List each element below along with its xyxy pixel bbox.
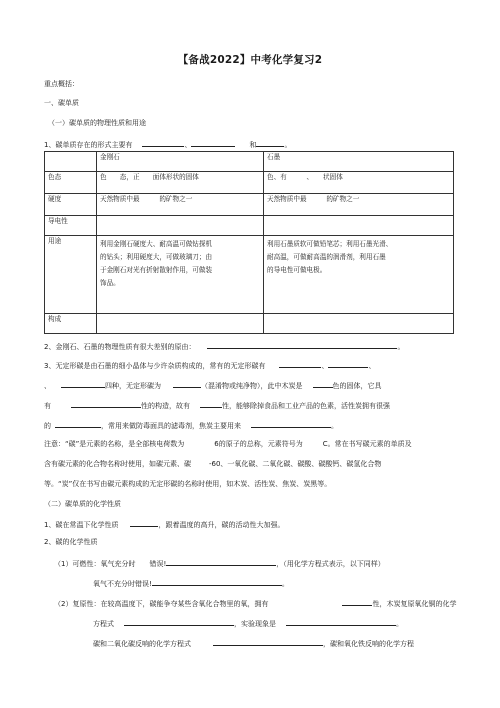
text: （2）复原性：在较高温度下，碳能争夺某些含氧化合物里的氧，拥有 xyxy=(54,600,269,608)
table-label-cell: 色态 xyxy=(45,172,97,194)
blank xyxy=(328,360,368,368)
period: 。 xyxy=(396,620,403,628)
blank xyxy=(152,578,282,586)
blank xyxy=(213,638,323,646)
table-row xyxy=(45,216,454,236)
text: 性，能够除掉食品和工业产品的色素，活性炭拥有很强 xyxy=(222,402,390,410)
reducibility-line-3 xyxy=(93,638,414,649)
table-cell xyxy=(97,216,264,236)
blank xyxy=(166,558,276,566)
text: -60、一氧化碳、二氧化碳、碳酸、碳酸钙、碳氢化合物 xyxy=(209,460,382,468)
question-1-text: 1、碳单质存在的形式主要有 xyxy=(44,141,133,149)
usage-line: 饰品。 xyxy=(100,279,120,287)
table-label-cell: 硬度 xyxy=(45,194,97,216)
blank xyxy=(124,618,234,626)
text: 氧气不充分时错误! xyxy=(93,580,152,588)
table-cell xyxy=(264,314,454,334)
text: 有 xyxy=(44,402,51,410)
chem-property-2: 2、碳的化学性质 xyxy=(44,538,98,546)
question-3-line-1 xyxy=(44,360,375,371)
text: 性，木炭复原氧化铜的化学 xyxy=(372,600,457,608)
text: 含有碳元素的化合物名称时使用，如碳元素、碳 xyxy=(44,460,191,468)
table-cell xyxy=(264,236,454,314)
table-row xyxy=(45,172,454,194)
period: 。 xyxy=(281,580,289,588)
text: 错误! xyxy=(149,560,167,568)
table-cell xyxy=(97,236,264,314)
text: 四种，无定形碳为 xyxy=(105,382,161,390)
table-header-cell: 石墨 xyxy=(264,152,454,172)
table-cell: 色 态，正 面体形状的固体 xyxy=(97,172,264,194)
blank xyxy=(200,400,222,408)
blank xyxy=(279,360,321,368)
section-heading-1: 一、碳单质 xyxy=(44,99,79,107)
blank xyxy=(61,380,105,388)
text: 注意：“碳”是元素的名称，是全部核电荷数为 xyxy=(44,440,185,448)
text: ，（用化学方程式表示，以下同样） xyxy=(276,560,385,568)
table-label-cell: 用途 xyxy=(45,236,97,314)
blank xyxy=(130,519,158,527)
table-cell: 天然物质中最 的矿物之一 xyxy=(97,194,264,216)
text: 的 xyxy=(44,422,51,430)
blank xyxy=(286,618,396,626)
separator: 、 xyxy=(321,362,329,370)
table-cell xyxy=(97,314,264,334)
blank xyxy=(173,380,201,388)
usage-line: 利用金刚石硬度大、耐高温可做钻探机 xyxy=(100,240,213,248)
blank xyxy=(251,420,331,428)
usage-line: 的钻头；利用硬度大，可做玻璃刀；由 xyxy=(100,253,213,261)
separator: 、 xyxy=(368,362,376,370)
separator: 、 xyxy=(44,382,51,390)
reducibility-line-2 xyxy=(93,618,403,629)
note-line-1 xyxy=(44,440,412,449)
text: 色的固体，它具 xyxy=(332,382,382,390)
blank xyxy=(342,598,372,606)
subsection-heading-1: （一）碳单质的物理性质和用途 xyxy=(48,119,146,127)
table-cell: 天然物质中最 的矿物之一 xyxy=(264,194,454,216)
text: 6的原子的总称，元素符号为 xyxy=(214,440,303,448)
question-1-and: 和 xyxy=(249,141,257,149)
text: ，常用来做防毒面具的滤毒剂，焦炭主要用来 xyxy=(101,422,241,430)
question-2 xyxy=(44,341,404,352)
text: 1、碳在常温下化学性质 xyxy=(44,521,119,529)
text: 3、无定形碳是由石墨的细小晶体与少许杂质构成的，常有的无定形碳有 xyxy=(44,362,266,370)
separator: 、 xyxy=(184,141,192,149)
table-header-cell: 金刚石 xyxy=(97,152,264,172)
note-line-3: 等。“炭”仅在书写由碳元素构成的无定形碳的名称时使用，如木炭、活性炭、焦炭、炭黑等。 xyxy=(44,480,332,488)
question-1 xyxy=(44,139,291,150)
table-label-cell: 构成 xyxy=(45,314,97,334)
blank xyxy=(191,139,235,147)
blank xyxy=(313,380,333,388)
period: 。 xyxy=(331,422,338,430)
table-row xyxy=(45,314,454,334)
question-3-line-4 xyxy=(44,420,338,431)
text: 性的构造，故有 xyxy=(141,402,190,410)
text: ，碳和氧化铁反响的化学方程 xyxy=(323,640,414,648)
question-3-line-3 xyxy=(44,400,390,411)
table-row xyxy=(45,152,454,172)
combustibility-line xyxy=(54,558,385,569)
table-cell: 色、有 、 状固体 xyxy=(264,172,454,194)
blank xyxy=(207,341,397,349)
text: C。常在书写碳元素的单质及 xyxy=(322,440,412,448)
note-line-2 xyxy=(44,460,381,469)
table-label-cell: 导电性 xyxy=(45,216,97,236)
reducibility-line-1 xyxy=(54,598,456,609)
table-row xyxy=(45,236,454,314)
table-cell xyxy=(264,216,454,236)
blank xyxy=(142,139,184,147)
carbon-properties-table xyxy=(44,151,454,334)
text: ，实验现象是 xyxy=(234,620,276,628)
table-row xyxy=(45,194,454,216)
text: ，跟着温度的高升，碳的活动性大加强。 xyxy=(158,521,285,529)
text: （1）可燃性：氧气充分时 xyxy=(54,560,136,568)
question-3-line-2 xyxy=(44,380,382,391)
table-header-cell xyxy=(45,152,97,172)
text: 方程式 xyxy=(93,620,114,628)
subsection-heading-2: （二）碳单质的化学性质 xyxy=(44,500,121,508)
usage-line: 利用石墨质软可做铅笔芯；利用石墨光滑、 xyxy=(267,240,393,248)
usage-line: 的导电性可做电极。 xyxy=(267,266,327,274)
period: 。 xyxy=(284,141,292,149)
usage-line: 于金刚石对光有折射散射作用，可做装 xyxy=(100,266,213,274)
text: 碳和二氧化碳反响的化学方程式 xyxy=(93,640,191,648)
blank xyxy=(71,400,141,408)
chem-property-1 xyxy=(44,519,284,530)
text: （混淆物或纯净物），此中木炭是 xyxy=(201,382,303,390)
blank xyxy=(256,139,284,147)
intro-label: 重点概括： xyxy=(44,80,79,88)
blank xyxy=(55,420,101,428)
question-2-text: 2、金刚石、石墨的物理性质有很大差别的原由： xyxy=(44,343,196,351)
usage-line: 耐高温，可做耐高温的润滑剂，利用石墨 xyxy=(267,253,386,261)
page-title: 【备战2022】中考化学复习2 xyxy=(177,54,323,66)
combustibility-line-2 xyxy=(93,578,289,589)
period: 。 xyxy=(397,343,405,351)
